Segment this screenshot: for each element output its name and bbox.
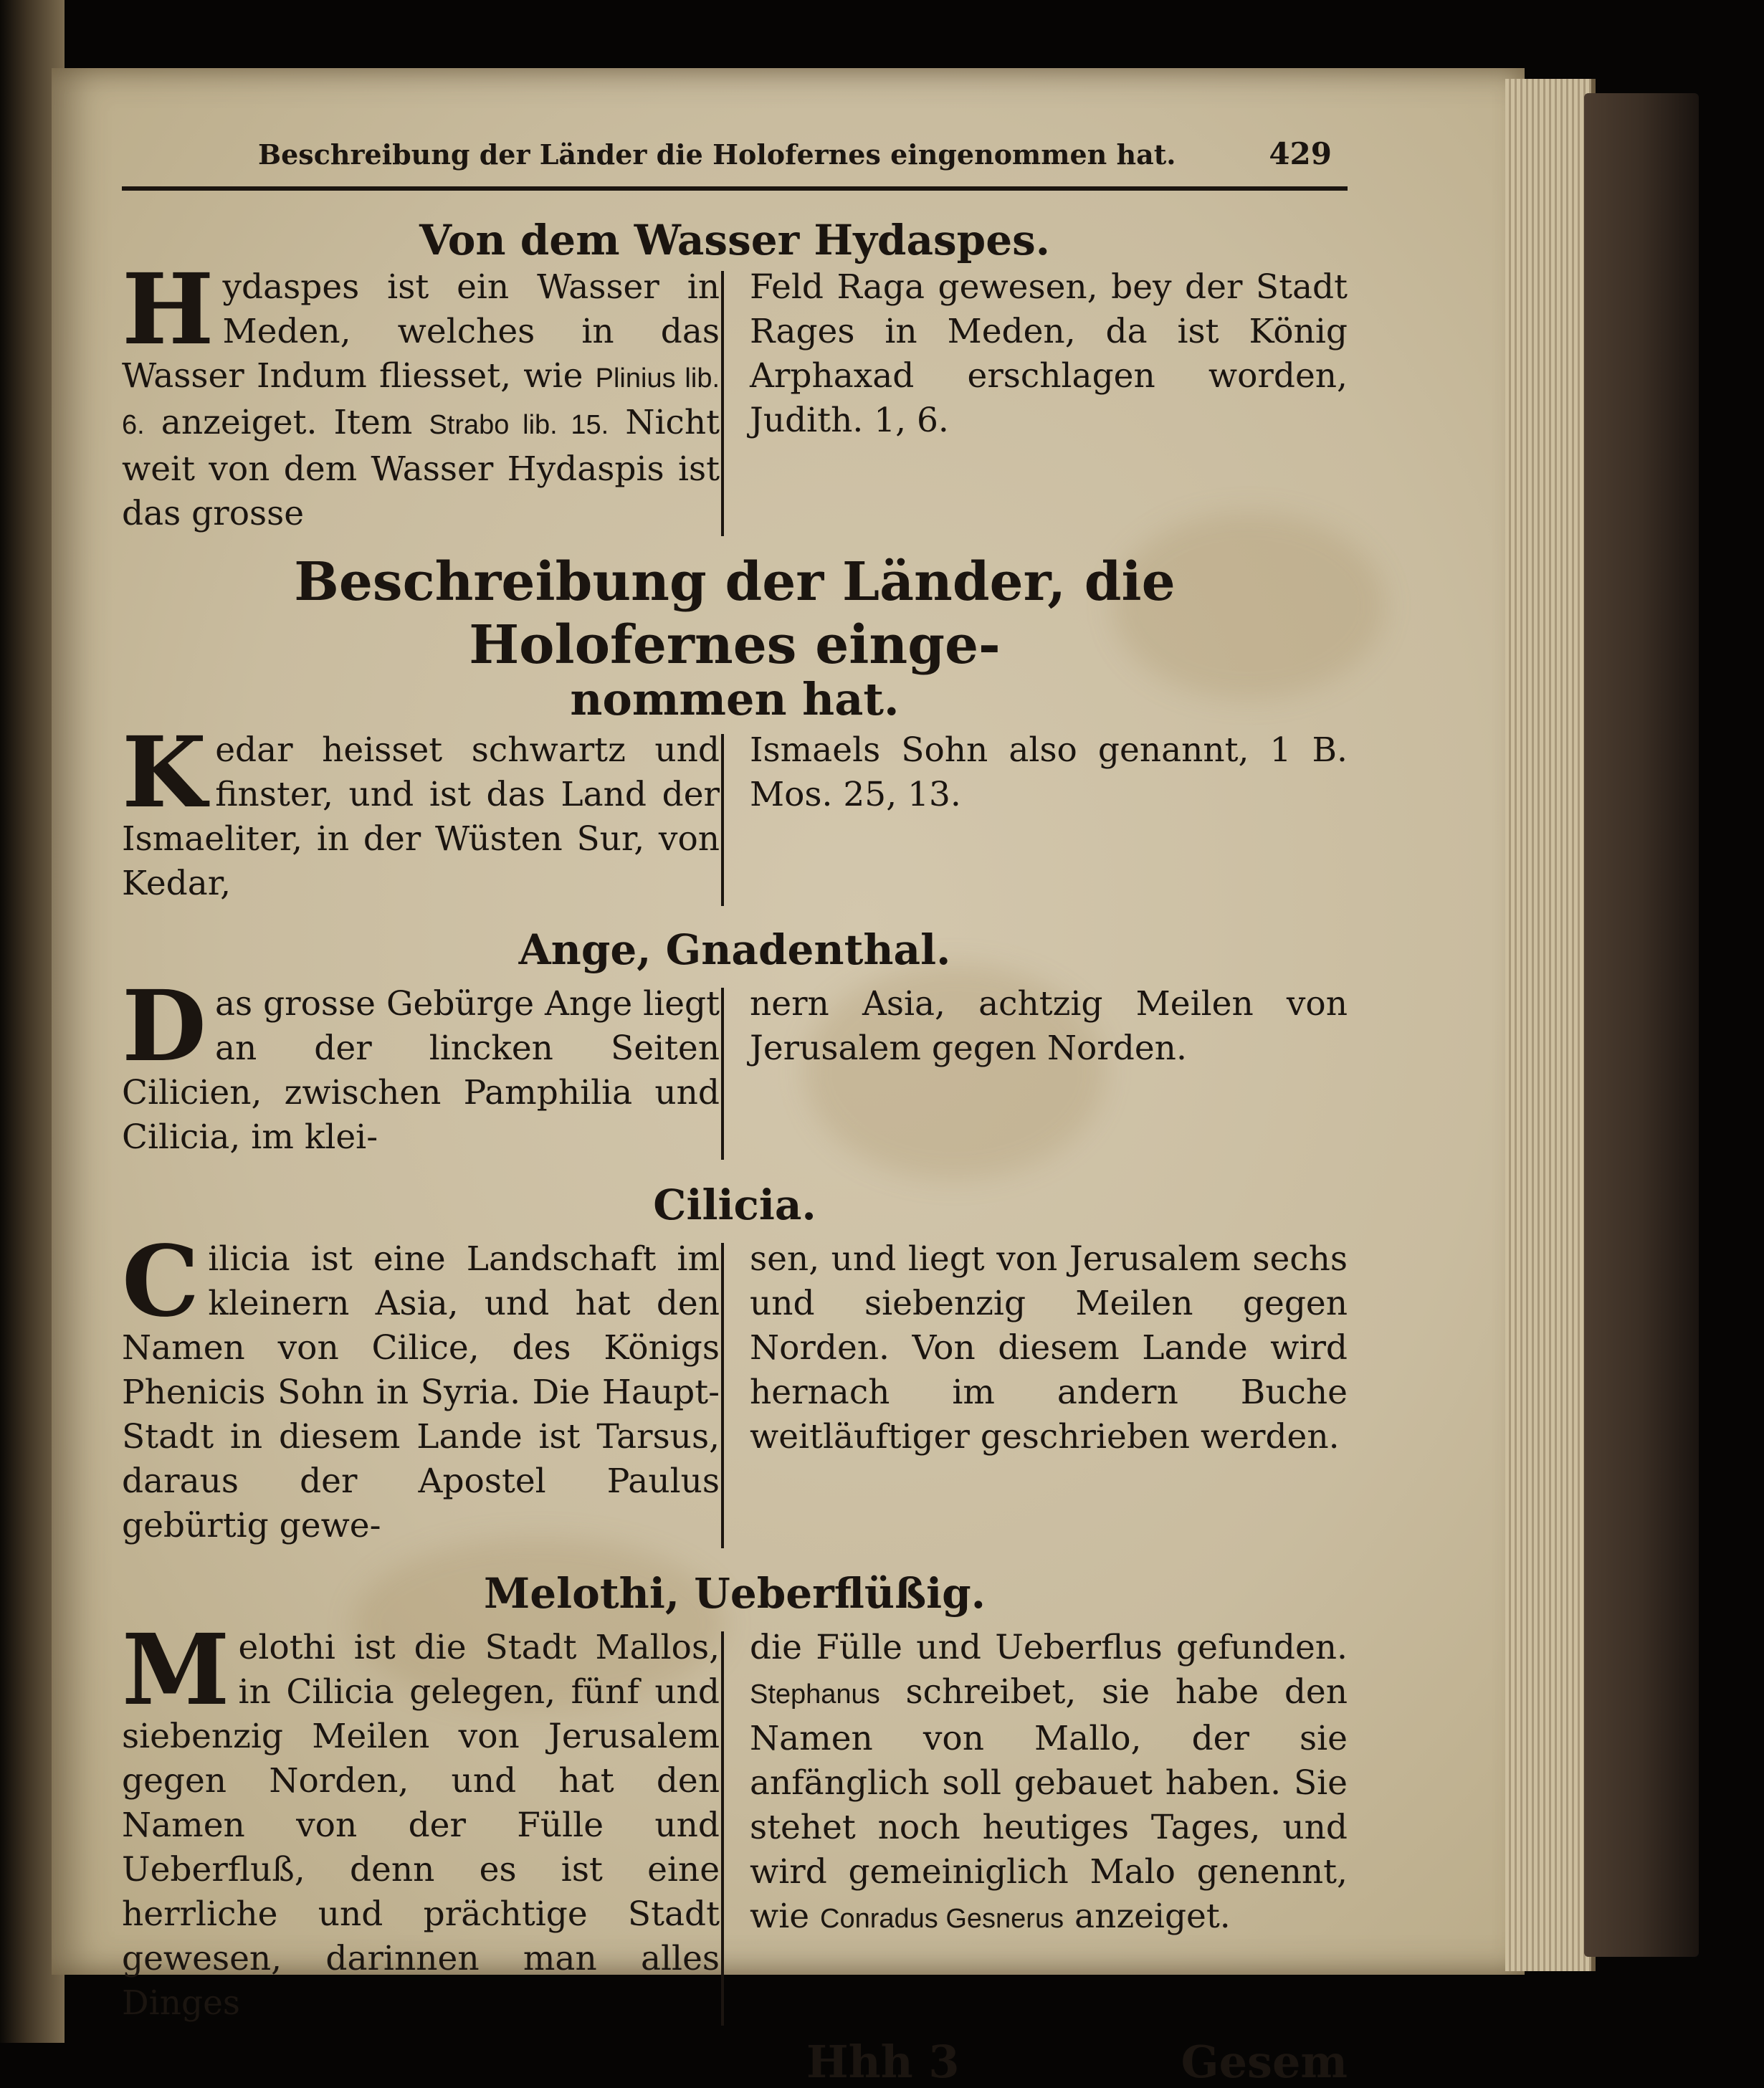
section-body-cilicia xyxy=(122,1224,1348,1548)
running-head xyxy=(122,136,1348,191)
page-content xyxy=(122,136,1348,2088)
latin-citation: Plinius lib. 6. xyxy=(122,363,720,440)
dropcap: C xyxy=(122,1224,200,1339)
section-heading-melothi: Melothi, Ueberflüßig. xyxy=(484,1569,986,1618)
paragraph-text: anzeiget. xyxy=(1074,1897,1231,1936)
section-body-hydaspes xyxy=(122,252,1348,536)
column-left xyxy=(122,969,721,1160)
paragraph-text: elothi ist die Stadt Mallos, in Cilicia gelegen, fünf und siebenzig Meilen von Jerusalem gegen Norden, und hat den Namen von der Fülle und Ueberfluß, denn es ist eine herrliche und prächtige Stadt gewesen, darinnen man alles Dinges xyxy=(122,1628,720,2023)
page-footer xyxy=(122,2036,1348,2088)
column-right: nern Asia, achtzig Meilen von Jerusalem gegen Norden. xyxy=(749,984,1348,1068)
column-left xyxy=(122,1224,721,1548)
column-left xyxy=(122,715,721,906)
column-right: Feld Raga gewesen, bey der Stadt Rages in Meden, da ist König Arphaxad erschlagen worden, Judith. 1, 6. xyxy=(749,267,1348,440)
dropcap: M xyxy=(122,1613,230,1727)
column-right xyxy=(724,1626,1348,2026)
signature-mark: Hhh 3 xyxy=(806,2036,960,2088)
book-cover-edge xyxy=(1584,93,1699,1957)
paragraph-text: edar heisset schwartz und finster, und ist das Land der Ismaeliter, in der Wüsten Sur, von Kedar, xyxy=(122,730,720,903)
dropcap: D xyxy=(122,969,206,1084)
column-left xyxy=(122,252,721,536)
catchword: Gesem xyxy=(1181,2036,1348,2088)
section-body-ange xyxy=(122,969,1348,1160)
latin-citation: Conradus Gesnerus xyxy=(820,1904,1064,1934)
section-body-melothi xyxy=(122,1613,1348,2026)
column-right: sen, und liegt von Jerusalem sechs und siebenzig Meilen gegen Norden. Von diesem Lande wird hernach im andern Buche weitläuftiger geschrieben werden. xyxy=(749,1239,1348,1457)
section-heading-hydaspes: Von dem Wasser Hydaspes. xyxy=(419,216,1050,264)
running-head-title: Beschreibung der Länder die Holofernes eingenommen hat. xyxy=(258,138,1176,171)
column-left xyxy=(122,1613,721,2026)
chapter-heading-line-2: nommen hat. xyxy=(570,673,900,725)
page-number: 429 xyxy=(1269,136,1332,171)
dropcap: H xyxy=(122,252,214,367)
section-heading-cilicia: Cilicia. xyxy=(653,1181,816,1229)
chapter-heading xyxy=(122,550,1348,723)
section-body-kedar xyxy=(122,715,1348,906)
dropcap: K xyxy=(122,715,207,830)
paragraph-text: ilicia ist eine Landschaft im kleinern Asia, und hat den Namen von Cilice, des Königs Phenicis Sohn in Syria. Die Haupt-Stadt in diesem Lande ist Tarsus, daraus der Apostel Paulus gebürtig gewe- xyxy=(122,1239,720,1545)
paragraph-text: as grosse Gebürge Ange liegt an der lincken Seiten Cilicien, zwischen Pamphilia und Cilicia, im klei- xyxy=(122,984,720,1157)
paragraph-text: schreibet, sie habe den Namen von Mallo, der sie anfänglich soll gebauet haben. Sie stehet noch heutiges Tages, und wird gemeiniglich Malo genennt, wie xyxy=(749,1672,1348,1936)
paragraph-text: die Fülle und Ueberflus gefunden. xyxy=(749,1628,1348,1667)
section-heading-ange: Ange, Gnadenthal. xyxy=(518,925,951,974)
column-right: Ismaels Sohn also genannt, 1 B. Mos. 25, 13. xyxy=(749,730,1348,814)
page-stack-edge xyxy=(1505,79,1596,1971)
latin-citation: Stephanus xyxy=(749,1679,880,1710)
latin-citation: Strabo lib. 15. xyxy=(429,410,609,440)
paragraph-text: Nicht weit von dem Wasser Hydaspis ist das grosse xyxy=(122,403,720,533)
paragraph-text: ydaspes ist ein Wasser in Meden, welches in das Wasser Indum fliesset, wie xyxy=(122,267,720,396)
paragraph-text: anzeiget. Item xyxy=(161,403,413,442)
chapter-heading-line-1: Beschreibung der Länder, die Holofernes einge- xyxy=(294,551,1176,676)
